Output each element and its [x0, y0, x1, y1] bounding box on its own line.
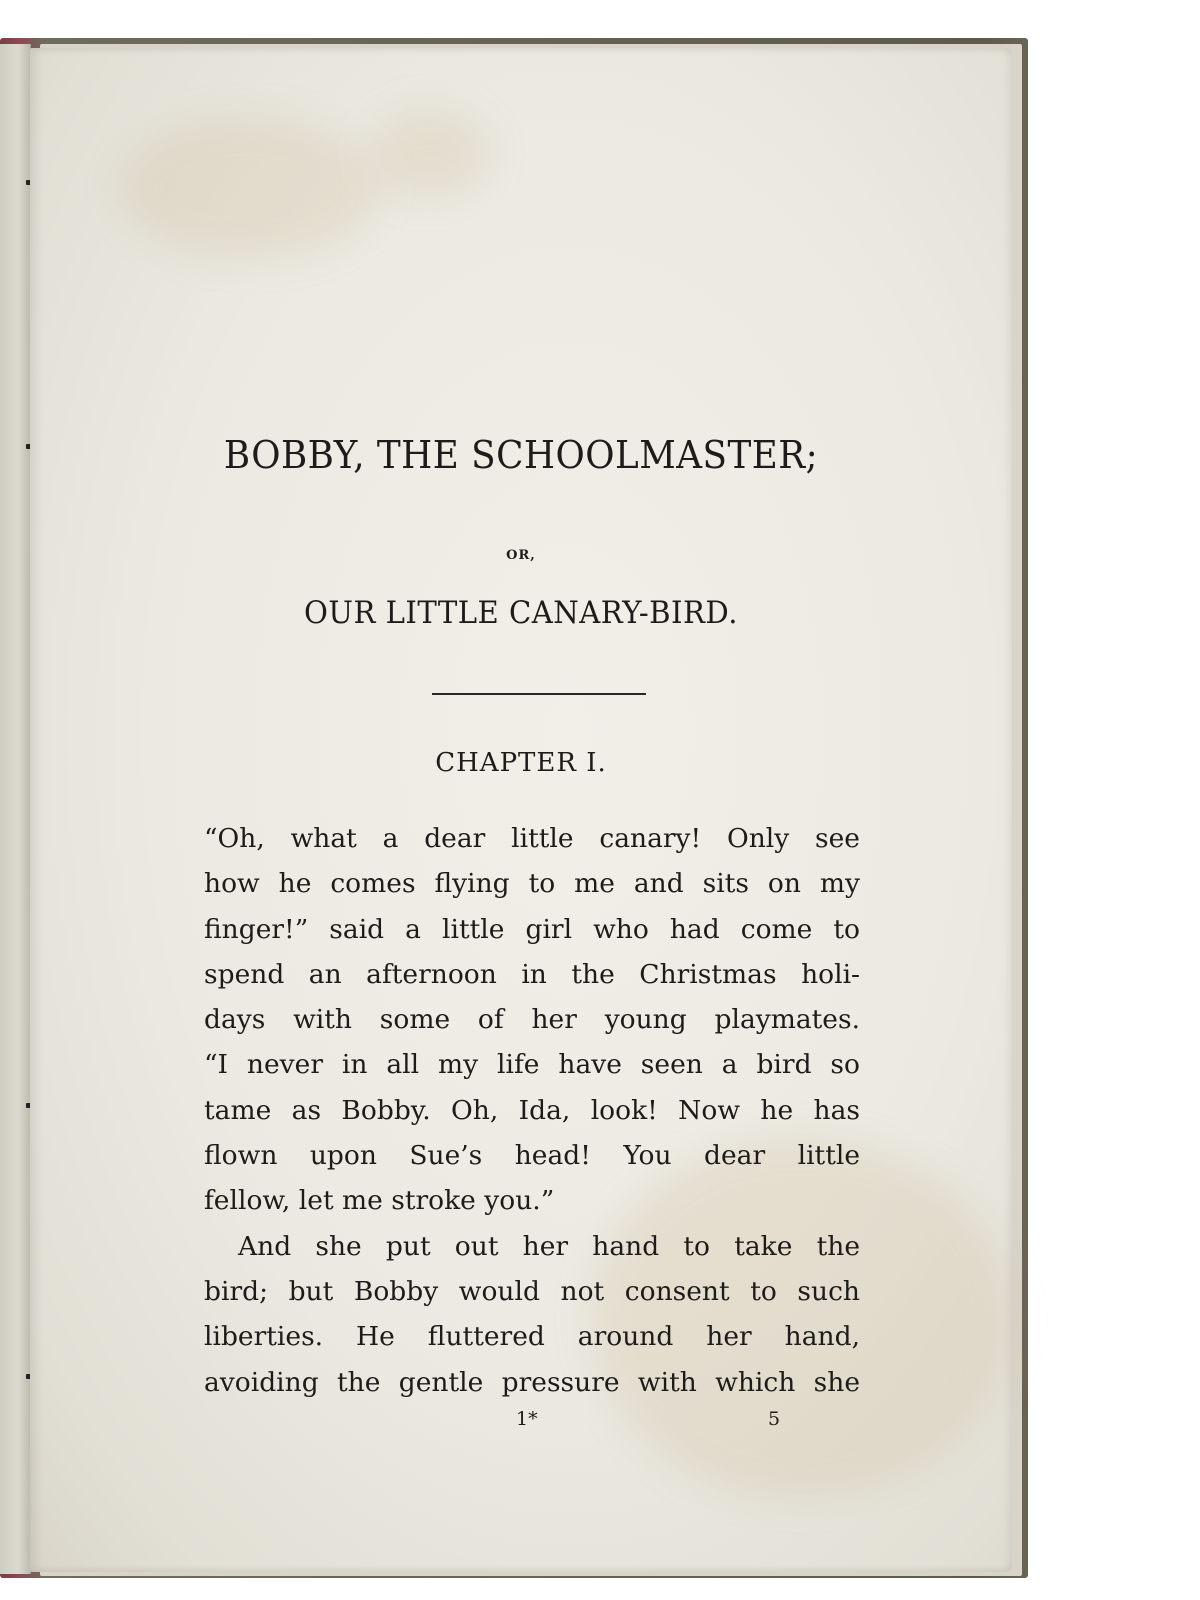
text-line: And she put out her hand to take the: [238, 1230, 860, 1262]
title-rule: [432, 693, 646, 695]
book-subtitle: OUR LITTLE CANARY-BIRD.: [304, 595, 738, 631]
text-line: how he comes flying to me and sits on my: [204, 868, 860, 900]
body-text: [204, 816, 860, 1405]
text-line: tame as Bobby. Oh, Ida, look! Now he has: [204, 1094, 860, 1126]
previous-page-edge: [0, 44, 31, 1574]
text-line: spend an afternoon in the Christmas holi-: [204, 958, 860, 990]
book-title: BOBBY, THE SCHOOLMASTER;: [223, 433, 819, 477]
page-stain: [120, 118, 380, 258]
show-through-text: [228, 278, 928, 560]
text-line: “Oh, what a dear little canary! Only see: [204, 823, 860, 854]
text-line: days with some of her young playmates.: [204, 1004, 860, 1036]
chapter-heading: CHAPTER I.: [435, 748, 607, 778]
signature-mark: 1*: [516, 1408, 538, 1430]
title-or: OR,: [506, 548, 536, 563]
page-number: 5: [768, 1408, 781, 1430]
text-line: fellow, let me stroke you.”: [204, 1185, 555, 1217]
text-line: liberties. He fluttered around her hand,: [204, 1321, 860, 1353]
text-line: flown upon Sue’s head! You dear little: [204, 1140, 860, 1172]
text-line: finger!” said a little girl who had come to: [204, 913, 860, 945]
text-line: “I never in all my life have seen a bird so: [204, 1049, 860, 1081]
page-stain: [370, 108, 490, 198]
text-line: bird; but Bobby would not consent to such: [204, 1275, 860, 1307]
book-page: [30, 48, 1012, 1572]
text-line: avoiding the gentle pressure with which she: [204, 1366, 860, 1398]
